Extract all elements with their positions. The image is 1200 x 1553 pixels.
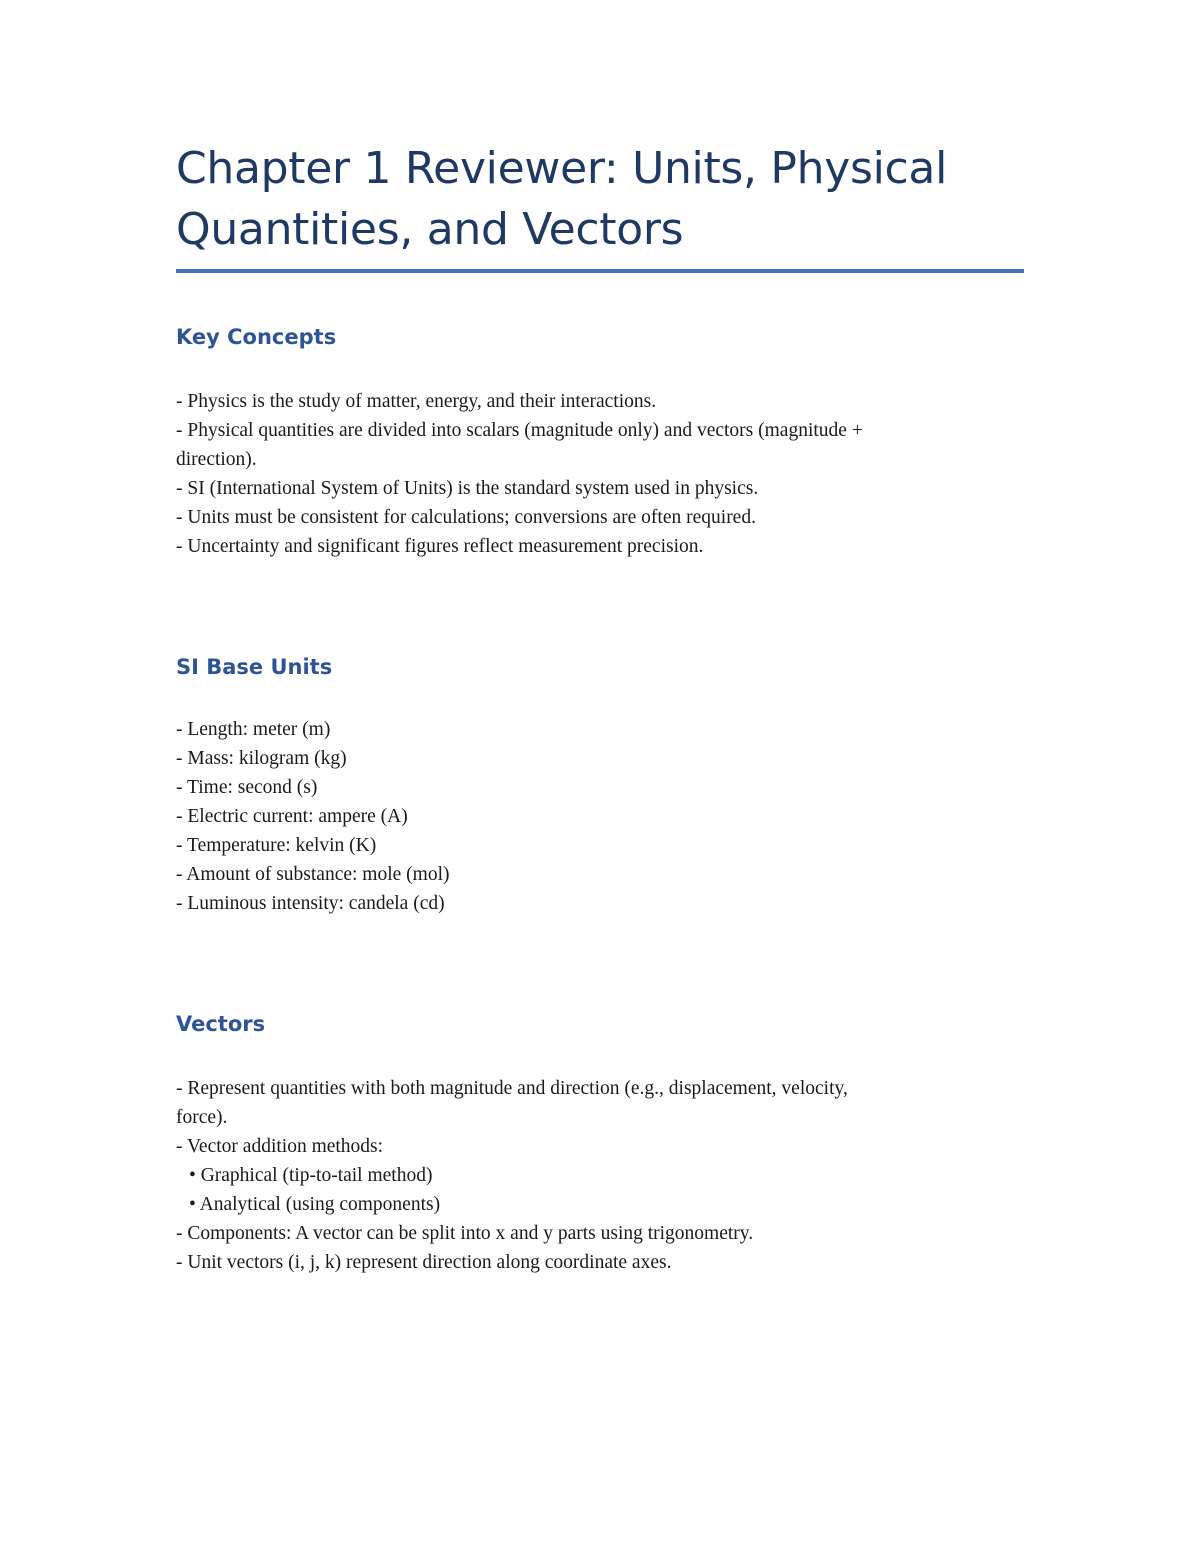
text-line: - Mass: kilogram (kg) [176,748,347,769]
text-line: - Vector addition methods: [176,1136,384,1157]
text-line: force). [176,1107,228,1128]
text-line: - Time: second (s) [176,777,318,798]
title-line-2: Quantities, and Vectors [176,204,684,255]
text-line: - Length: meter (m) [176,719,331,740]
text-line: - Electric current: ampere (A) [176,806,408,827]
text-line: - Unit vectors (i, j, k) represent direction along coordinate axes. [176,1252,672,1273]
text-line: - Physical quantities are divided into scalars (magnitude only) and vectors (magnitude + [176,420,863,441]
document-title [176,138,1024,260]
sub-bullet-line: • Analytical (using components) [189,1194,441,1215]
heading-key-concepts: Key Concepts [176,325,337,349]
text-line: - Units must be consistent for calculations; conversions are often required. [176,507,756,528]
text-line: - Luminous intensity: candela (cd) [176,893,445,914]
key-concepts-body [176,387,1024,561]
text-line: - Temperature: kelvin (K) [176,835,377,856]
text-line: - Components: A vector can be split into x and y parts using trigonometry. [176,1223,754,1244]
text-line: - Represent quantities with both magnitude and direction (e.g., displacement, velocity, [176,1078,848,1099]
sub-bullet-line: • Graphical (tip-to-tail method) [189,1165,433,1186]
text-line: - Physics is the study of matter, energy, and their interactions. [176,391,657,412]
heading-vectors: Vectors [176,1012,266,1036]
heading-si-base-units: SI Base Units [176,655,333,679]
text-line: - Amount of substance: mole (mol) [176,864,450,885]
si-base-units-body [176,715,1024,918]
vectors-body [176,1074,1024,1277]
text-line: - SI (International System of Units) is the standard system used in physics. [176,478,759,499]
document-page [176,138,1024,1277]
text-line: direction). [176,449,257,470]
title-underline-rule [176,269,1024,273]
text-line: - Uncertainty and significant figures reflect measurement precision. [176,536,704,557]
title-line-1: Chapter 1 Reviewer: Units, Physical [176,143,948,194]
